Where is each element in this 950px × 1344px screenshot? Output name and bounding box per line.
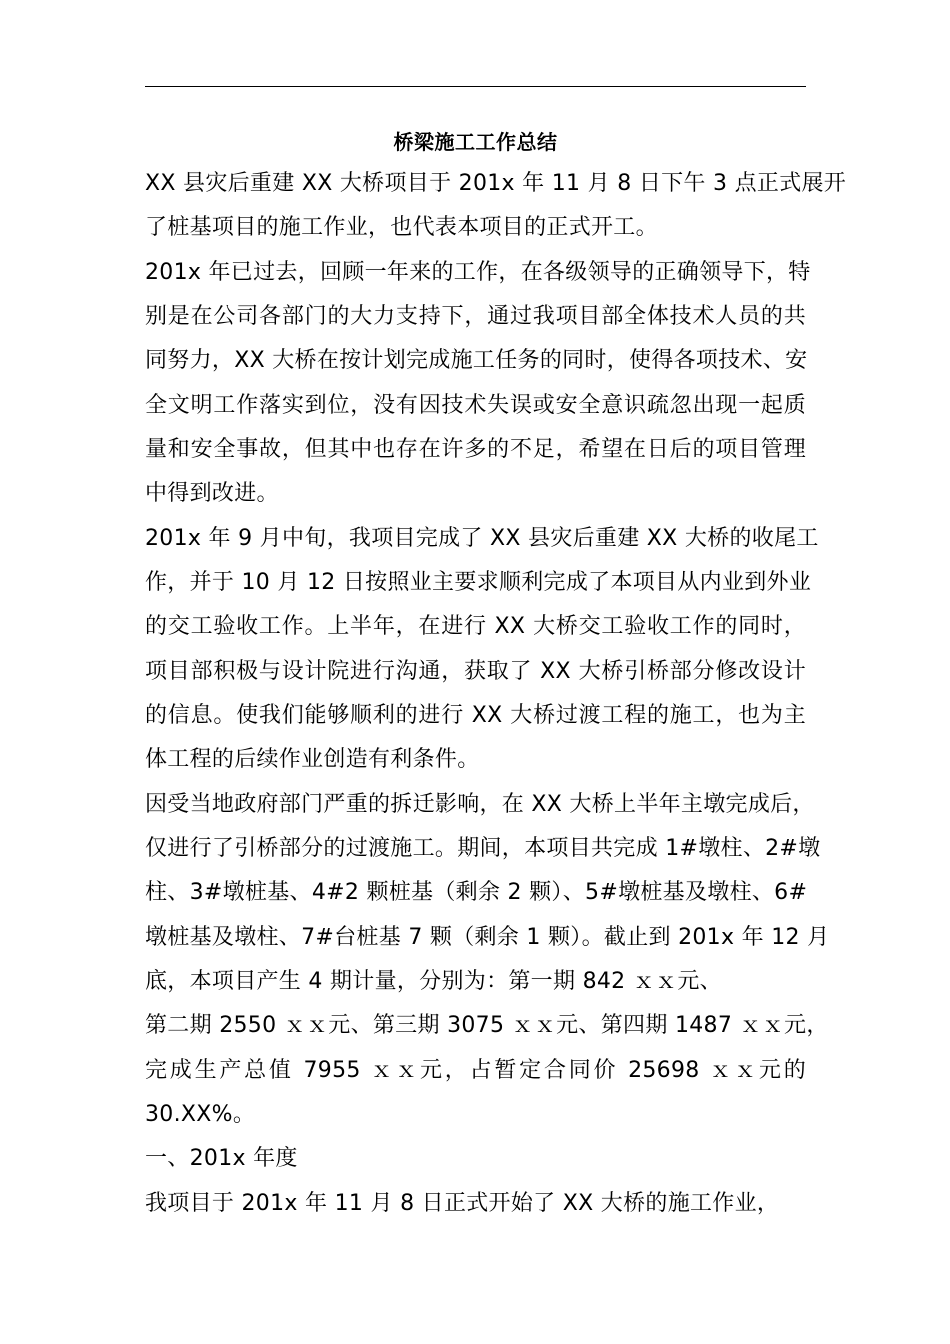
body-line: 柱、3#墩桩基、4#2 颗桩基（剩余 2 颗）、5#墩桩基及墩柱、6# (145, 880, 808, 905)
body-line: 中得到改进。 (145, 481, 279, 506)
body-line: 的信息。使我们能够顺利的进行 XX 大桥过渡工程的施工，也为主 (145, 703, 806, 728)
section-heading: 一、201x 年度 (145, 1146, 298, 1171)
body-line: 底，本项目产生 4 期计量，分别为：第一期 842 ｘｘ元、 (145, 969, 722, 994)
body-line: 30.XX%。 (145, 1102, 256, 1127)
body-line: 项目部积极与设计院进行沟通，获取了 XX 大桥引桥部分修改设计 (145, 659, 806, 684)
body-line: 墩桩基及墩柱、7#台桩基 7 颗（剩余 1 颗）。截止到 201x 年 12 月 (145, 925, 830, 950)
body-line: 201x 年 9 月中旬，我项目完成了 XX 县灾后重建 XX 大桥的收尾工 (145, 526, 819, 551)
body-line: 了桩基项目的施工作业，也代表本项目的正式开工。 (145, 215, 658, 240)
body-line: 完成生产总值 7955 ｘｘ元，占暂定合同价 25698 ｘｘ元的 (145, 1058, 806, 1083)
body-line: 我项目于 201x 年 11 月 8 日正式开始了 XX 大桥的施工作业， (145, 1191, 780, 1216)
body-line: 作，并于 10 月 12 日按照业主要求顺利完成了本项目从内业到外业 (145, 570, 812, 595)
body-line: 因受当地政府部门严重的拆迁影响，在 XX 大桥上半年主墩完成后， (145, 792, 815, 817)
body-line: 体工程的后续作业创造有利条件。 (145, 747, 480, 772)
body-line: 量和安全事故，但其中也存在许多的不足，希望在日后的项目管理 (145, 437, 806, 462)
document-title: 桥梁施工工作总结 (393, 130, 558, 154)
body-line: XX 县灾后重建 XX 大桥项目于 201x 年 11 月 8 日下午 3 点正式展开 (145, 171, 847, 196)
body-line: 仅进行了引桥部分的过渡施工。期间，本项目共完成 1#墩柱、2#墩 (145, 836, 821, 861)
body-line: 别是在公司各部门的大力支持下，通过我项目部全体技术人员的共 (145, 304, 806, 329)
header-rule (145, 86, 806, 87)
body-line: 全文明工作落实到位，没有因技术失误或安全意识疏忽出现一起质 (145, 393, 806, 418)
body-line: 同努力，XX 大桥在按计划完成施工任务的同时，使得各项技术、安 (145, 348, 808, 373)
body-line: 第二期 2550 ｘｘ元、第三期 3075 ｘｘ元、第四期 1487 ｘｘ元， (145, 1013, 829, 1038)
body-line: 的交工验收工作。上半年，在进行 XX 大桥交工验收工作的同时， (145, 614, 806, 639)
body-line: 201x 年已过去，回顾一年来的工作，在各级领导的正确领导下，特 (145, 260, 811, 285)
